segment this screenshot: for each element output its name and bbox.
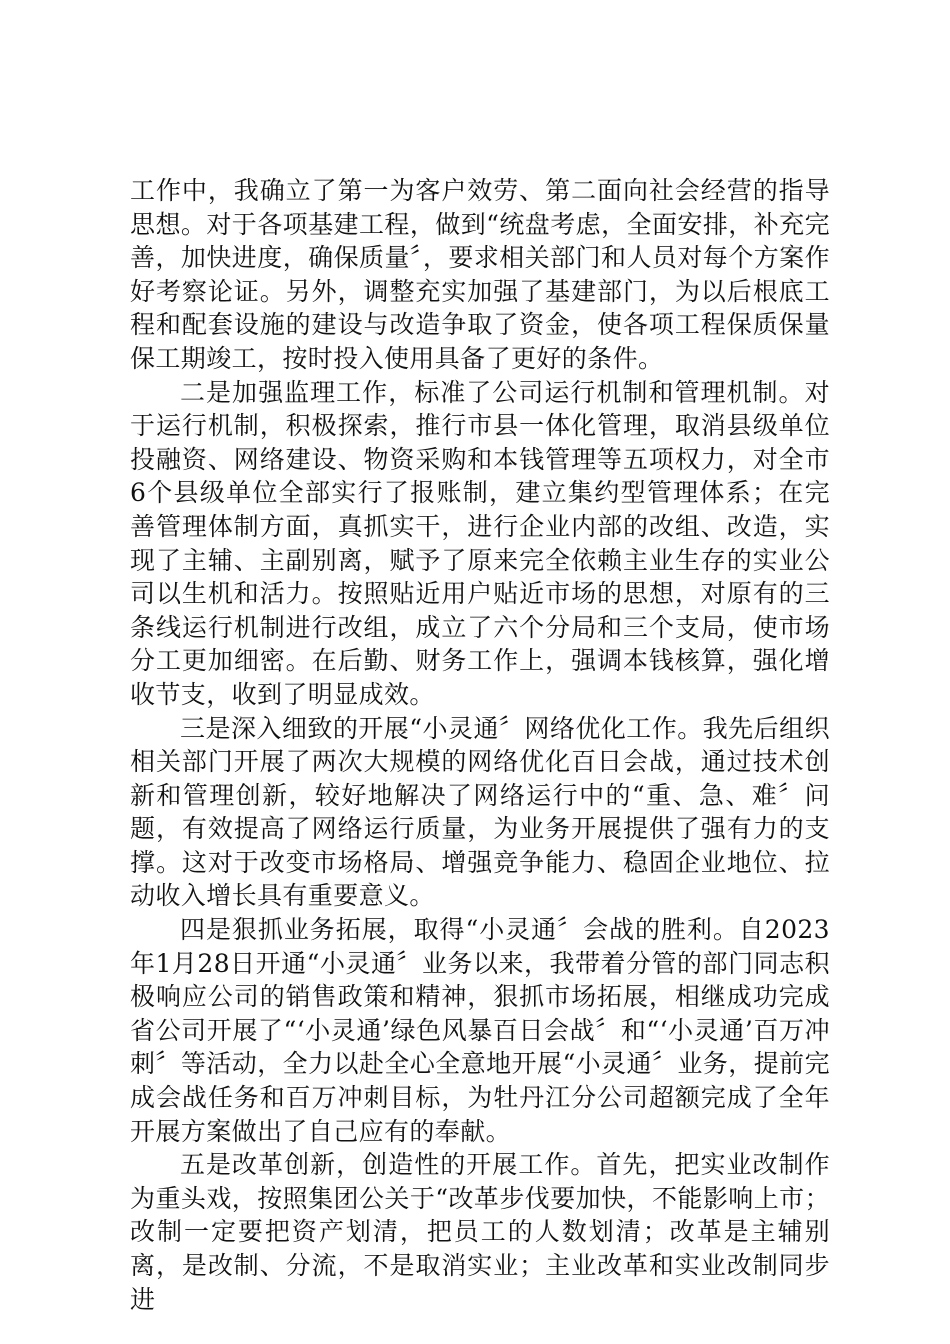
paragraph-supervision: 二是加强监理工作，标准了公司运行机制和管理机制。对于运行机制，积极探索，推行市县一体化管理，取消县级单位投融资、网络建设、物资采购和本钱管理等五项权力，对全市6个县级单位全部实行了报账制，建立集约型管理体系；在完善管理体制方面，真抓实干，进行企业内部的改组、改造，实现了主辅、主副别离，赋予了原来完全依赖主业生存的实业公司以生机和活力。按照贴近用户贴近市场的思想，对原有的三条线运行机制进行改组，成立了六个分局和三个支局，使市场分工更加细密。在后勤、财务工作上，强调本钱核算，强化增收节支，收到了明显成效。 bbox=[130, 377, 830, 709]
paragraph-business-expansion: 四是狠抓业务拓展，取得“小灵通〞会战的胜利。自2023年1月28日开通“小灵通〞业务以来，我带着分管的部门同志积极响应公司的销售政策和精神，狠抓市场拓展，相继成功完成省公司开展了“‘小灵通’绿色风暴百日会战〞和“‘小灵通’百万冲刺〞等活动，全力以赴全心全意地开展“小灵通〞业务，提前完成会战任务和百万冲刺目标，为牡丹江分公司超额完成了全年开展方案做出了自己应有的奉献。 bbox=[130, 915, 830, 1146]
paragraph-network-optimization: 三是深入细致的开展“小灵通〞网络优化工作。我先后组织相关部门开展了两次大规模的网络优化百日会战，通过技术创新和管理创新，较好地解决了网络运行中的“重、急、难〞问题，有效提高了网络运行质量，为业务开展提供了强有力的支撑。这对于改变市场格局、增强竞争能力、稳固企业地位、拉动收入增长具有重要意义。 bbox=[130, 713, 830, 911]
document-body bbox=[130, 174, 830, 1316]
paragraph-continued: 工作中，我确立了第一为客户效劳、第二面向社会经营的指导思想。对于各项基建工程，做到“统盘考虑，全面安排，补充完善，加快进度，确保质量〞，要求相关部门和人员对每个方案作好考察论证。另外，调整充实加强了基建部门，为以后根底工程和配套设施的建设与改造争取了资金，使各项工程保质保量保工期竣工，按时投入使用具备了更好的条件。 bbox=[130, 176, 830, 373]
paragraph-reform-innovation: 五是改革创新，创造性的开展工作。首先，把实业改制作为重头戏，按照集团公关于“改革步伐要加快，不能影响上市；改制一定要把资产划清，把员工的人数划清；改革是主辅别离，是改制、分流，不是取消实业；主业改革和实业改制同步进 bbox=[130, 1150, 830, 1314]
